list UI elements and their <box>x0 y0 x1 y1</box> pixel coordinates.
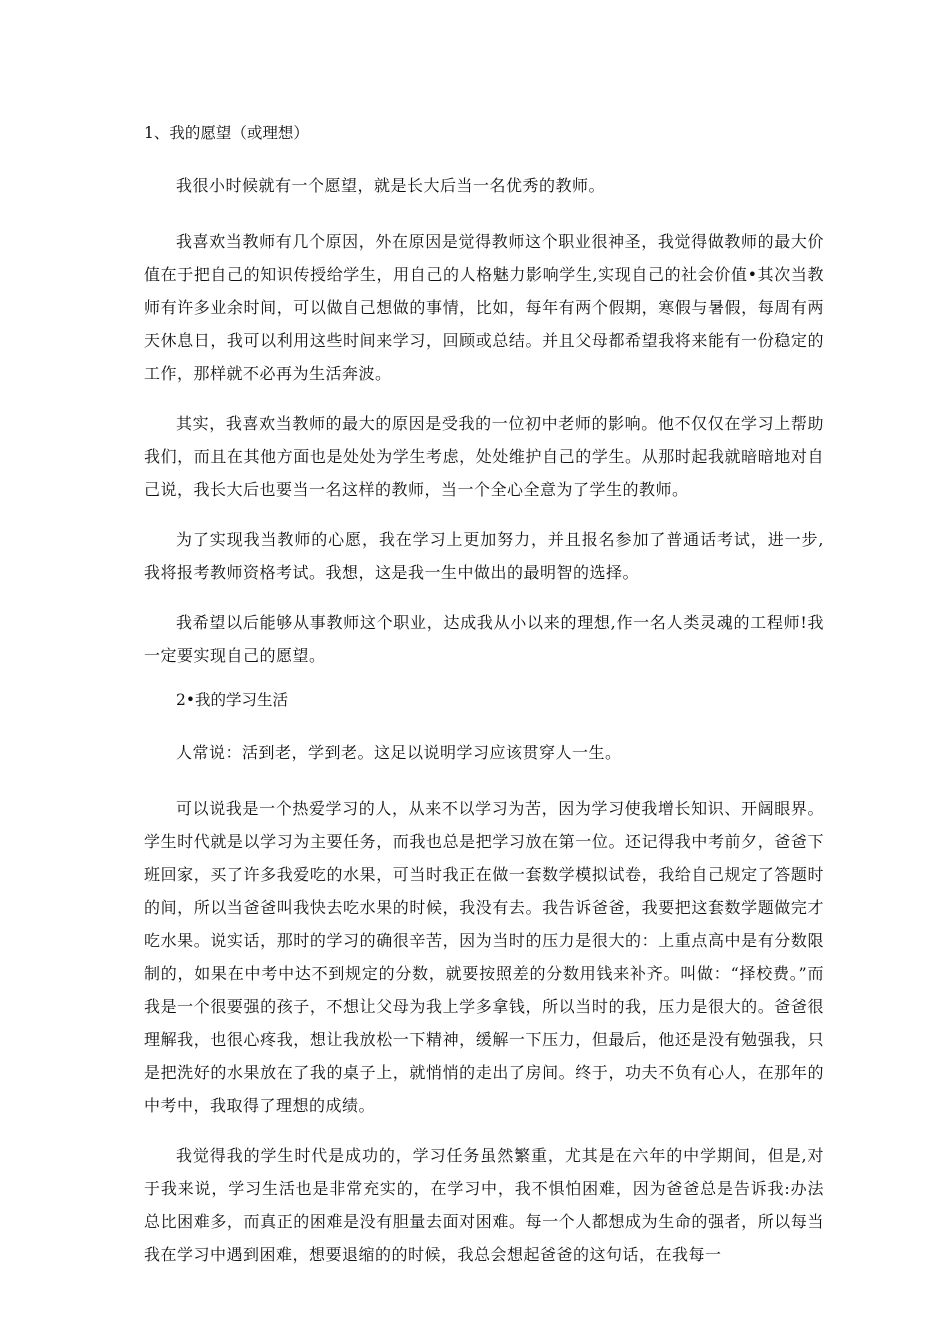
section-1-paragraph-4: 为了实现我当教师的心愿，我在学习上更加努力，并且报名参加了普通话考试，进一步,我将报考教师资格考试。我想，这是我一生中做出的最明智的选择。 <box>144 530 824 582</box>
section-1-paragraph-3: 其实，我喜欢当教师的最大的原因是受我的一位初中老师的影响。他不仅仅在学习上帮助我们，而且在其他方面也是处处为学生考虑，处处维护自己的学生。从那时起我就暗暗地对自己说，我长大后也要当一名这样的教师，当一个全心全意为了学生的教师。 <box>144 414 824 499</box>
section-2-paragraph-2: 可以说我是一个热爱学习的人，从来不以学习为苦，因为学习使我增长知识、开阔眼界。学生时代就是以学习为主要任务，而我也总是把学习放在第一位。还记得我中考前夕，爸爸下班回家，买了许多我爱吃的水果，可当时我正在做一套数学模拟试卷，我给自己规定了答题时的间，所以当爸爸叫我快去吃水果的时候，我没有去。我告诉爸爸，我要把这套数学题做完才吃水果。说实话，那时的学习的确很辛苦，因为当时的压力是很大的：上重点高中是有分数限制的，如果在中考中达不到规定的分数，就要按照差的分数用钱来补齐。叫做：“择校费。”而我是一个很要强的孩子，不想让父母为我上学多拿钱，所以当时的我，压力是很大的。爸爸很理解我，也很心疼我，想让我放松一下精神，缓解一下压力，但最后，他还是没有勉强我，只是把洗好的水果放在了我的桌子上，就悄悄的走出了房间。终于，功夫不负有心人，在那年的中考中，我取得了理想的成绩。 <box>144 799 824 1115</box>
section-2-paragraph-1: 人常说：活到老，学到老。这足以说明学习应该贯穿人一生。 <box>176 743 622 762</box>
section-2-paragraph-3: 我觉得我的学生时代是成功的，学习任务虽然繁重，尤其是在六年的中学期间，但是,对于我来说，学习生活也是非常充实的，在学习中，我不惧怕困难，因为爸爸总是告诉我:办法总比困难多，而真正的困难是没有胆量去面对困难。每一个人都想成为生命的强者，所以每当我在学习中遇到困难，想要退缩的的时候，我总会想起爸爸的这句话，在我每一 <box>144 1146 824 1264</box>
section-1-paragraph-5: 我希望以后能够从事教师这个职业，达成我从小以来的理想,作一名人类灵魂的工程师!我一定要实现自己的愿望。 <box>144 613 824 665</box>
section-1-paragraph-1: 我很小时候就有一个愿望，就是长大后当一名优秀的教师。 <box>176 176 606 195</box>
document-page <box>144 122 824 1288</box>
section-1-heading: 1、我的愿望（或理想） <box>144 124 309 142</box>
section-2-heading: 2•我的学习生活 <box>176 691 289 709</box>
section-1-paragraph-2: 我喜欢当教师有几个原因，外在原因是觉得教师这个职业很神圣，我觉得做教师的最大价值在于把自己的知识传授给学生，用自己的人格魅力影响学生,实现自己的社会价值•其次当教师有许多业余时间，可以做自己想做的事情，比如，每年有两个假期，寒假与暑假，每周有两天休息日，我可以利用这些时间来学习，回顾或总结。并且父母都希望我将来能有一份稳定的工作，那样就不必再为生活奔波。 <box>144 232 824 383</box>
